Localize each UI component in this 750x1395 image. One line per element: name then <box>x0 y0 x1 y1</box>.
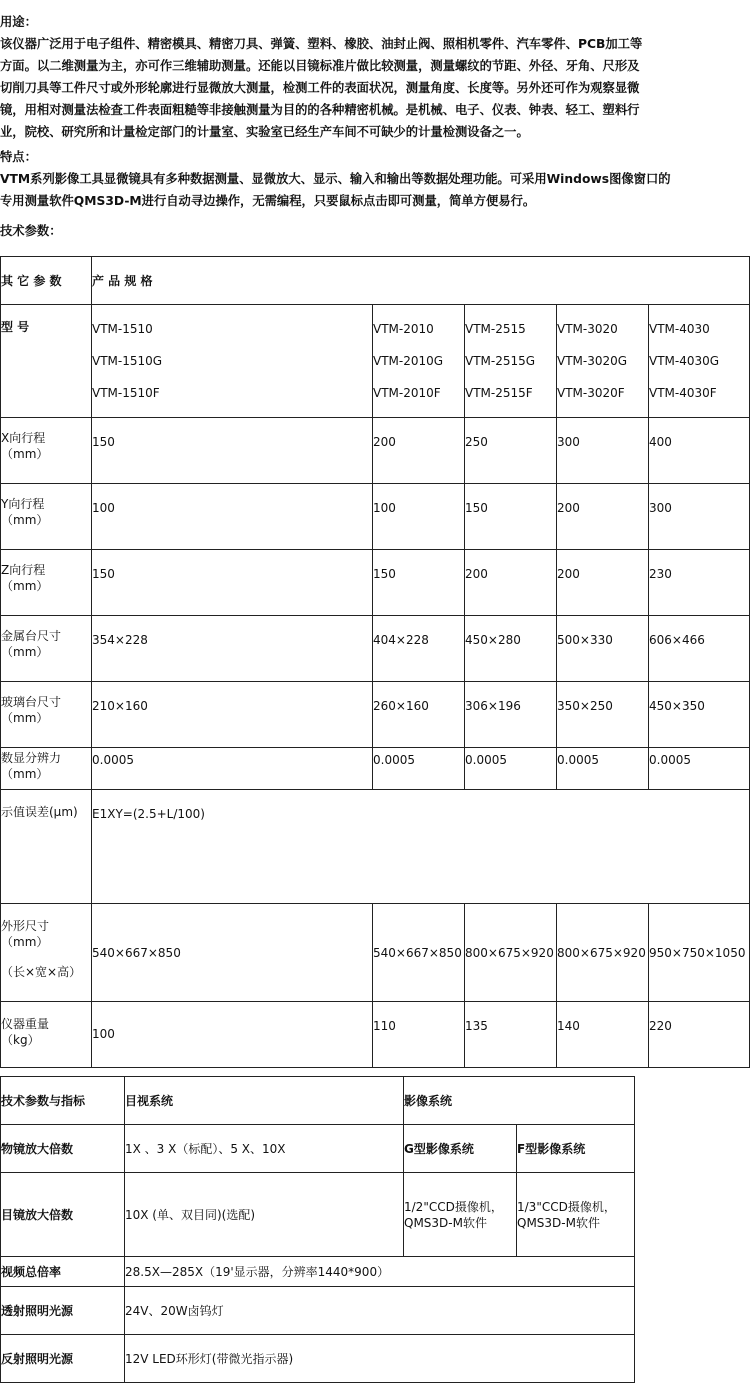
z-travel-value: 230 <box>649 550 750 616</box>
glass-stage-label-text: 玻璃台尺寸 <box>1 695 62 709</box>
system-table <box>0 1076 635 1383</box>
x-travel-value: 300 <box>557 418 649 484</box>
z-travel-value: 150 <box>373 550 465 616</box>
glass-stage-unit: （mm） <box>1 711 49 725</box>
weight-value: 220 <box>649 1002 750 1068</box>
video-row <box>1 1257 635 1287</box>
x-travel-value: 250 <box>465 418 557 484</box>
model-name: VTM-2515G <box>465 354 536 368</box>
y-travel-value: 100 <box>373 484 465 550</box>
resolution-label-text: 数显分辨力 <box>1 751 62 765</box>
metal-stage-value: 450×280 <box>465 616 557 682</box>
dimensions-value: 950×750×1050 <box>649 904 750 1002</box>
usage-line: 方面。以二维测量为主，亦可作三维辅助测量。还能以目镜标准片做比较测量，测量螺纹的节距、外径、牙角、尺形及 <box>0 59 640 73</box>
error-value: E1XY=(2.5+L/100) <box>92 790 750 904</box>
header-other-params: 其 它 参 数 <box>1 257 92 305</box>
eyepiece-value: 10X (单、双目同)(选配) <box>125 1173 404 1257</box>
model-name: VTM-4030F <box>649 386 717 400</box>
model-name: VTM-2515F <box>465 386 533 400</box>
eyepiece-label: 目镜放大倍数 <box>1 1173 125 1257</box>
glass-stage-value: 350×250 <box>557 682 649 748</box>
z-travel-value: 150 <box>92 550 373 616</box>
weight-label-text: 仪器重量 <box>1 1017 50 1031</box>
resolution-row <box>1 748 750 790</box>
reflected-light-label: 反射照明光源 <box>1 1335 125 1383</box>
g-imaging-system: G型影像系统 <box>404 1125 517 1173</box>
model-cell <box>373 305 465 418</box>
y-travel-value: 100 <box>92 484 373 550</box>
dimensions-unit: （mm） <box>1 935 49 949</box>
x-travel-value: 200 <box>373 418 465 484</box>
tech-params-header: 技术参数与指标 <box>1 1077 125 1125</box>
dimensions-value: 540×667×850 <box>373 904 465 1002</box>
error-row <box>1 790 750 904</box>
model-name: VTM-3020F <box>557 386 625 400</box>
transmitted-light-row <box>1 1287 635 1335</box>
glass-stage-value: 210×160 <box>92 682 373 748</box>
model-label: 型 号 <box>1 305 92 418</box>
glass-stage-label <box>1 682 92 748</box>
x-travel-label-text: X向行程 <box>1 431 46 445</box>
glass-stage-value: 306×196 <box>465 682 557 748</box>
metal-stage-label <box>1 616 92 682</box>
model-name: VTM-1510G <box>92 354 163 368</box>
z-travel-row <box>1 550 750 616</box>
metal-stage-value: 606×466 <box>649 616 750 682</box>
transmitted-light-value: 24V、20W卤钨灯 <box>125 1287 635 1335</box>
imaging-system-header: 影像系统 <box>404 1077 635 1125</box>
model-name: VTM-2010F <box>373 386 441 400</box>
error-label: 示值误差(μm) <box>1 790 92 904</box>
resolution-value: 0.0005 <box>649 748 750 790</box>
resolution-value: 0.0005 <box>465 748 557 790</box>
metal-stage-value: 404×228 <box>373 616 465 682</box>
resolution-value: 0.0005 <box>557 748 649 790</box>
usage-section <box>0 11 750 143</box>
objective-value: 1X 、3 X（标配）、5 X、10X <box>125 1125 404 1173</box>
metal-stage-value: 354×228 <box>92 616 373 682</box>
z-travel-value: 200 <box>557 550 649 616</box>
metal-stage-label-text: 金属台尺寸 <box>1 629 62 643</box>
reflected-light-row <box>1 1335 635 1383</box>
tech-heading: 技术参数： <box>0 224 62 238</box>
dimensions-value: 800×675×920 <box>465 904 557 1002</box>
objective-label: 物镜放大倍数 <box>1 1125 125 1173</box>
reflected-light-value: 12V LED环形灯(带微光指示器) <box>125 1335 635 1383</box>
x-travel-row <box>1 418 750 484</box>
features-heading: 特点： <box>0 150 37 164</box>
resolution-unit: （mm） <box>1 767 49 781</box>
dimensions-label <box>1 904 92 1002</box>
model-cell <box>649 305 750 418</box>
visual-system-header: 目视系统 <box>125 1077 404 1125</box>
y-travel-value: 300 <box>649 484 750 550</box>
y-travel-row <box>1 484 750 550</box>
transmitted-light-label: 透射照明光源 <box>1 1287 125 1335</box>
resolution-label <box>1 748 92 790</box>
weight-value: 100 <box>92 1002 373 1068</box>
model-cell <box>465 305 557 418</box>
header-product-spec: 产 品 规 格 <box>92 257 750 305</box>
model-name: VTM-1510 <box>92 322 153 336</box>
usage-line: 镜，用相对测量法检查工件表面粗糙等非接触测量为目的的各种精密机械。是机械、电子、仪表、钟表、轻工、塑料行 <box>0 103 640 117</box>
dimensions-label-text: 外形尺寸 <box>1 919 50 933</box>
system-header-row <box>1 1077 635 1125</box>
model-name: VTM-2010 <box>373 322 434 336</box>
usage-line: 该仪器广泛用于电子组件、精密模具、精密刀具、弹簧、塑料、橡胶、油封止阀、照相机零件、汽车零件、PCB加工等 <box>0 37 643 51</box>
eyepiece-row <box>1 1173 635 1257</box>
model-cell <box>557 305 649 418</box>
objective-row <box>1 1125 635 1173</box>
weight-value: 135 <box>465 1002 557 1068</box>
z-travel-label-text: Z向行程 <box>1 563 46 577</box>
dimensions-value: 540×667×850 <box>92 904 373 1002</box>
model-row <box>1 305 750 418</box>
y-travel-unit: （mm） <box>1 513 49 527</box>
resolution-value: 0.0005 <box>373 748 465 790</box>
glass-stage-value: 260×160 <box>373 682 465 748</box>
g-ccd-camera: 1/2"CCD摄像机，QMS3D-M软件 <box>404 1173 517 1257</box>
model-name: VTM-3020 <box>557 322 618 336</box>
dimensions-note: （长×宽×高） <box>1 965 82 979</box>
weight-label <box>1 1002 92 1068</box>
glass-stage-value: 450×350 <box>649 682 750 748</box>
model-name: VTM-2515 <box>465 322 526 336</box>
weight-value: 110 <box>373 1002 465 1068</box>
features-line: 专用测量软件QMS3D-M进行自动寻边操作，无需编程，只要鼠标点击即可测量，简单方便易行。 <box>0 194 536 208</box>
weight-unit: （kg） <box>1 1033 40 1047</box>
metal-stage-value: 500×330 <box>557 616 649 682</box>
model-cell <box>92 305 373 418</box>
dimensions-row <box>1 904 750 1002</box>
x-travel-unit: （mm） <box>1 447 49 461</box>
spec-table <box>0 256 750 1068</box>
features-section <box>0 146 750 212</box>
usage-line: 业，院校、研究所和计量检定部门的计量室、实验室已经生产车间不可缺少的计量检测设备之一。 <box>0 125 529 139</box>
dimensions-value: 800×675×920 <box>557 904 649 1002</box>
y-travel-value: 200 <box>557 484 649 550</box>
model-name: VTM-2010G <box>373 354 444 368</box>
metal-stage-row <box>1 616 750 682</box>
glass-stage-row <box>1 682 750 748</box>
z-travel-label <box>1 550 92 616</box>
usage-line: 切削刀具等工件尺寸或外形轮廓进行显微放大测量，检测工件的表面状况，测量角度、长度等。另外还可作为观察显微 <box>0 81 640 95</box>
resolution-value: 0.0005 <box>92 748 373 790</box>
z-travel-value: 200 <box>465 550 557 616</box>
model-name: VTM-3020G <box>557 354 628 368</box>
x-travel-value: 400 <box>649 418 750 484</box>
z-travel-unit: （mm） <box>1 579 49 593</box>
features-line: VTM系列影像工具显微镜具有多种数据测量、显微放大、显示、输入和输出等数据处理功能。可采用Windows图像窗口的 <box>0 172 671 186</box>
weight-value: 140 <box>557 1002 649 1068</box>
f-imaging-system: F型影像系统 <box>517 1125 635 1173</box>
y-travel-label <box>1 484 92 550</box>
y-travel-label-text: Y向行程 <box>1 497 45 511</box>
model-name: VTM-4030G <box>649 354 720 368</box>
model-name: VTM-4030 <box>649 322 710 336</box>
y-travel-value: 150 <box>465 484 557 550</box>
weight-row <box>1 1002 750 1068</box>
spec-header-row <box>1 257 750 305</box>
f-ccd-camera: 1/3"CCD摄像机，QMS3D-M软件 <box>517 1173 635 1257</box>
video-label: 视频总倍率 <box>1 1257 125 1287</box>
x-travel-label <box>1 418 92 484</box>
metal-stage-unit: （mm） <box>1 645 49 659</box>
usage-heading: 用途： <box>0 15 37 29</box>
x-travel-value: 150 <box>92 418 373 484</box>
video-value: 28.5X—285X（19'显示器，分辨率1440*900） <box>125 1257 635 1287</box>
model-name: VTM-1510F <box>92 386 160 400</box>
